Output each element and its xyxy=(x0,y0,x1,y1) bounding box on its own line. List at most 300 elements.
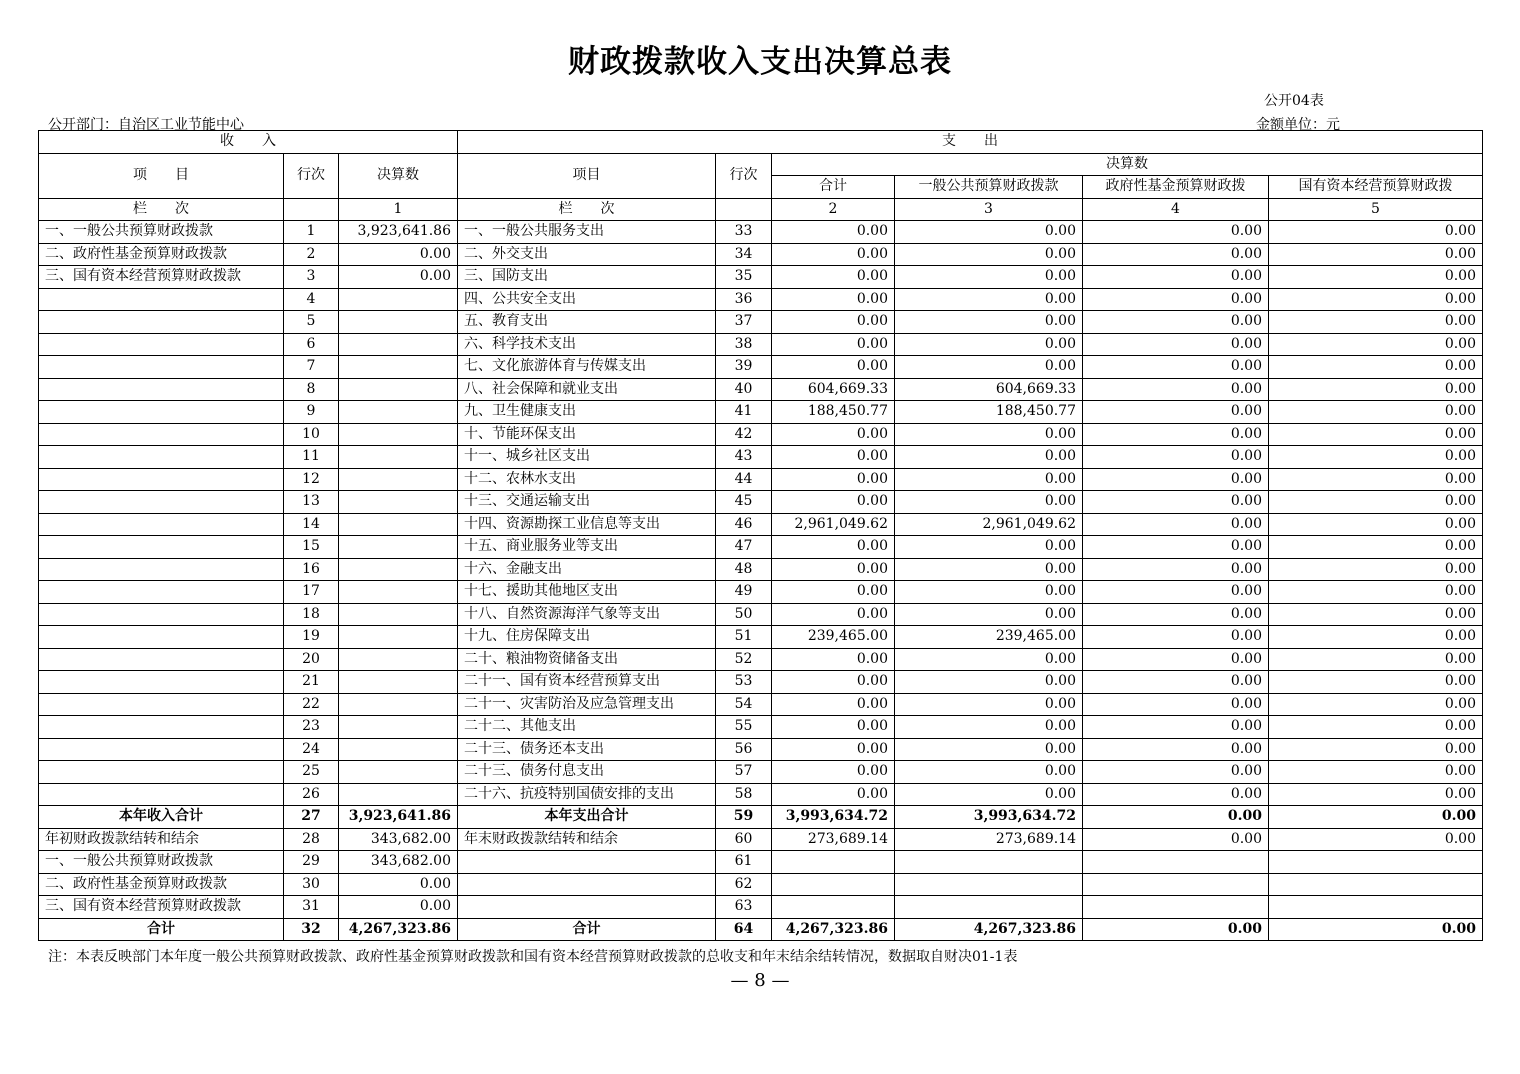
expense-fund: 0.00 xyxy=(1083,716,1269,739)
income-item xyxy=(39,356,284,379)
income-amount xyxy=(339,783,458,806)
expense-total: 0.00 xyxy=(772,311,895,334)
expense-general: 0.00 xyxy=(895,446,1083,469)
expense-general: 0.00 xyxy=(895,536,1083,559)
income-amount xyxy=(339,513,458,536)
income-amount xyxy=(339,603,458,626)
expense-item: 二十三、债务还本支出 xyxy=(458,738,716,761)
income-item xyxy=(39,648,284,671)
table-row xyxy=(39,851,1483,874)
expense-general: 0.00 xyxy=(895,671,1083,694)
income-line: 20 xyxy=(284,648,339,671)
income-item xyxy=(39,693,284,716)
expense-state: 0.00 xyxy=(1269,603,1483,626)
expense-item: 九、卫生健康支出 xyxy=(458,401,716,424)
expense-item: 十二、农林水支出 xyxy=(458,468,716,491)
income-amount: 343,682.00 xyxy=(339,828,458,851)
income-line: 7 xyxy=(284,356,339,379)
expense-general: 239,465.00 xyxy=(895,626,1083,649)
expense-line: 37 xyxy=(716,311,772,334)
expense-state: 0.00 xyxy=(1269,378,1483,401)
expense-line: 56 xyxy=(716,738,772,761)
income-amount: 0.00 xyxy=(339,266,458,289)
expense-general: 188,450.77 xyxy=(895,401,1083,424)
expense-total: 0.00 xyxy=(772,266,895,289)
expense-total: 0.00 xyxy=(772,536,895,559)
expense-general: 0.00 xyxy=(895,761,1083,784)
income-amount xyxy=(339,356,458,379)
table-row xyxy=(39,806,1483,829)
table-row xyxy=(39,558,1483,581)
income-line: 31 xyxy=(284,896,339,919)
income-item-header: 项 目 xyxy=(39,153,284,198)
expense-state: 0.00 xyxy=(1269,581,1483,604)
expense-total: 0.00 xyxy=(772,558,895,581)
income-item: 合计 xyxy=(39,918,284,941)
expense-fund: 0.00 xyxy=(1083,626,1269,649)
expense-item xyxy=(458,896,716,919)
expense-fund: 0.00 xyxy=(1083,221,1269,244)
table-row xyxy=(39,716,1483,739)
income-amount xyxy=(339,738,458,761)
expense-state: 0.00 xyxy=(1269,311,1483,334)
expense-line: 42 xyxy=(716,423,772,446)
expense-fund: 0.00 xyxy=(1083,828,1269,851)
expense-total: 604,669.33 xyxy=(772,378,895,401)
income-line: 30 xyxy=(284,873,339,896)
expense-total: 0.00 xyxy=(772,423,895,446)
income-amount xyxy=(339,423,458,446)
expense-general: 0.00 xyxy=(895,288,1083,311)
expense-item: 十七、援助其他地区支出 xyxy=(458,581,716,604)
table-row xyxy=(39,446,1483,469)
expense-state: 0.00 xyxy=(1269,536,1483,559)
expense-state: 0.00 xyxy=(1269,738,1483,761)
table-row xyxy=(39,761,1483,784)
table-row xyxy=(39,311,1483,334)
table-row xyxy=(39,918,1483,941)
expense-line: 41 xyxy=(716,401,772,424)
expense-general: 0.00 xyxy=(895,468,1083,491)
expense-amount-header: 决算数 xyxy=(772,153,1483,176)
expense-state: 0.00 xyxy=(1269,558,1483,581)
table-row xyxy=(39,828,1483,851)
expense-fund: 0.00 xyxy=(1083,671,1269,694)
column-number-blank xyxy=(716,198,772,221)
income-item xyxy=(39,761,284,784)
expense-general: 0.00 xyxy=(895,423,1083,446)
expense-total: 0.00 xyxy=(772,581,895,604)
expense-fund: 0.00 xyxy=(1083,333,1269,356)
expense-general: 0.00 xyxy=(895,693,1083,716)
expense-fund: 0.00 xyxy=(1083,491,1269,514)
expense-line: 62 xyxy=(716,873,772,896)
income-amount xyxy=(339,401,458,424)
expense-state: 0.00 xyxy=(1269,648,1483,671)
income-item xyxy=(39,311,284,334)
income-amount xyxy=(339,558,458,581)
expense-item: 二十、粮油物资储备支出 xyxy=(458,648,716,671)
table-row xyxy=(39,401,1483,424)
income-line: 27 xyxy=(284,806,339,829)
income-line: 8 xyxy=(284,378,339,401)
income-line: 3 xyxy=(284,266,339,289)
table-row xyxy=(39,783,1483,806)
table-row xyxy=(39,671,1483,694)
income-line: 25 xyxy=(284,761,339,784)
footnote: 注：本表反映部门本年度一般公共预算财政拨款、政府性基金预算财政拨款和国有资本经营预算财政拨款的总收支和年末结余结转情况，数据取自财决01-1表 xyxy=(48,949,1018,965)
column-number-blank xyxy=(284,198,339,221)
expense-total: 4,267,323.86 xyxy=(772,918,895,941)
table-row xyxy=(39,288,1483,311)
income-item xyxy=(39,716,284,739)
income-item xyxy=(39,603,284,626)
expense-state: 0.00 xyxy=(1269,221,1483,244)
expense-item: 二、外交支出 xyxy=(458,243,716,266)
table-row xyxy=(39,536,1483,559)
income-amount xyxy=(339,378,458,401)
general-header: 一般公共预算财政拨款 xyxy=(895,176,1083,199)
expense-line: 57 xyxy=(716,761,772,784)
expense-line: 50 xyxy=(716,603,772,626)
income-amount-header: 决算数 xyxy=(339,153,458,198)
expense-total: 188,450.77 xyxy=(772,401,895,424)
expense-total: 0.00 xyxy=(772,243,895,266)
income-line: 14 xyxy=(284,513,339,536)
expense-item: 十、节能环保支出 xyxy=(458,423,716,446)
expense-total: 0.00 xyxy=(772,446,895,469)
page-number: — 8 — xyxy=(730,970,790,991)
expense-fund: 0.00 xyxy=(1083,401,1269,424)
expense-state: 0.00 xyxy=(1269,671,1483,694)
table-row xyxy=(39,603,1483,626)
income-item xyxy=(39,423,284,446)
income-item xyxy=(39,738,284,761)
expense-item: 本年支出合计 xyxy=(458,806,716,829)
expense-line: 34 xyxy=(716,243,772,266)
income-item: 一、一般公共预算财政拨款 xyxy=(39,851,284,874)
expense-state: 0.00 xyxy=(1269,266,1483,289)
income-amount: 4,267,323.86 xyxy=(339,918,458,941)
expense-line: 55 xyxy=(716,716,772,739)
expense-line: 63 xyxy=(716,896,772,919)
expense-line: 33 xyxy=(716,221,772,244)
expense-general: 0.00 xyxy=(895,581,1083,604)
expense-line: 46 xyxy=(716,513,772,536)
expense-state xyxy=(1269,896,1483,919)
form-number: 公开04表 xyxy=(1264,93,1324,109)
expense-total: 0.00 xyxy=(772,738,895,761)
expense-item xyxy=(458,851,716,874)
expense-total: 0.00 xyxy=(772,491,895,514)
expense-state: 0.00 xyxy=(1269,716,1483,739)
income-amount xyxy=(339,581,458,604)
expense-line: 59 xyxy=(716,806,772,829)
expense-fund xyxy=(1083,873,1269,896)
income-item: 三、国有资本经营预算财政拨款 xyxy=(39,896,284,919)
expense-item: 六、科学技术支出 xyxy=(458,333,716,356)
income-line: 17 xyxy=(284,581,339,604)
expense-fund: 0.00 xyxy=(1083,648,1269,671)
expense-total: 3,993,634.72 xyxy=(772,806,895,829)
column-number-5: 5 xyxy=(1269,198,1483,221)
income-item: 二、政府性基金预算财政拨款 xyxy=(39,243,284,266)
income-line: 5 xyxy=(284,311,339,334)
table-row xyxy=(39,333,1483,356)
expense-total: 2,961,049.62 xyxy=(772,513,895,536)
expense-fund xyxy=(1083,896,1269,919)
income-item xyxy=(39,378,284,401)
expense-item: 十五、商业服务业等支出 xyxy=(458,536,716,559)
income-item: 年初财政拨款结转和结余 xyxy=(39,828,284,851)
income-amount xyxy=(339,333,458,356)
expense-line: 58 xyxy=(716,783,772,806)
income-amount xyxy=(339,468,458,491)
expense-item: 十八、自然资源海洋气象等支出 xyxy=(458,603,716,626)
income-line: 9 xyxy=(284,401,339,424)
expense-item: 二十二、其他支出 xyxy=(458,716,716,739)
expense-item-header: 项目 xyxy=(458,153,716,198)
table-row xyxy=(39,266,1483,289)
expense-general: 2,961,049.62 xyxy=(895,513,1083,536)
income-amount: 3,923,641.86 xyxy=(339,221,458,244)
income-header: 收 入 xyxy=(39,131,458,154)
income-line: 15 xyxy=(284,536,339,559)
table-row xyxy=(39,243,1483,266)
expense-state: 0.00 xyxy=(1269,356,1483,379)
income-item: 本年收入合计 xyxy=(39,806,284,829)
table-row xyxy=(39,356,1483,379)
expense-state: 0.00 xyxy=(1269,423,1483,446)
income-item xyxy=(39,401,284,424)
income-line: 2 xyxy=(284,243,339,266)
expense-total xyxy=(772,896,895,919)
column-number-2: 2 xyxy=(772,198,895,221)
table-row xyxy=(39,896,1483,919)
income-line: 6 xyxy=(284,333,339,356)
expense-fund: 0.00 xyxy=(1083,446,1269,469)
expense-fund xyxy=(1083,851,1269,874)
expense-fund: 0.00 xyxy=(1083,761,1269,784)
expense-general xyxy=(895,873,1083,896)
expense-line: 35 xyxy=(716,266,772,289)
income-amount xyxy=(339,626,458,649)
income-line: 1 xyxy=(284,221,339,244)
expense-line: 53 xyxy=(716,671,772,694)
income-amount xyxy=(339,693,458,716)
expense-item: 十一、城乡社区支出 xyxy=(458,446,716,469)
expense-state: 0.00 xyxy=(1269,806,1483,829)
expense-fund: 0.00 xyxy=(1083,806,1269,829)
expense-general: 4,267,323.86 xyxy=(895,918,1083,941)
income-item: 三、国有资本经营预算财政拨款 xyxy=(39,266,284,289)
expense-line: 36 xyxy=(716,288,772,311)
expense-general xyxy=(895,896,1083,919)
table-row xyxy=(39,423,1483,446)
expense-general: 0.00 xyxy=(895,243,1083,266)
expense-state xyxy=(1269,851,1483,874)
expense-line: 52 xyxy=(716,648,772,671)
table-row xyxy=(39,738,1483,761)
expense-line: 48 xyxy=(716,558,772,581)
expense-fund: 0.00 xyxy=(1083,693,1269,716)
income-line: 11 xyxy=(284,446,339,469)
expense-state: 0.00 xyxy=(1269,288,1483,311)
expense-total: 0.00 xyxy=(772,783,895,806)
income-amount: 3,923,641.86 xyxy=(339,806,458,829)
expense-item: 二十六、抗疫特别国债安排的支出 xyxy=(458,783,716,806)
expense-item: 四、公共安全支出 xyxy=(458,288,716,311)
expense-line: 44 xyxy=(716,468,772,491)
expense-general: 0.00 xyxy=(895,648,1083,671)
income-line: 18 xyxy=(284,603,339,626)
expense-general: 0.00 xyxy=(895,491,1083,514)
income-item xyxy=(39,468,284,491)
income-amount: 0.00 xyxy=(339,896,458,919)
expense-total: 0.00 xyxy=(772,333,895,356)
expense-fund: 0.00 xyxy=(1083,558,1269,581)
expense-fund: 0.00 xyxy=(1083,783,1269,806)
income-line-header: 行次 xyxy=(284,153,339,198)
income-amount xyxy=(339,446,458,469)
column-number-1: 1 xyxy=(339,198,458,221)
state-header: 国有资本经营预算财政拨 xyxy=(1269,176,1483,199)
expense-general: 0.00 xyxy=(895,558,1083,581)
expense-line: 61 xyxy=(716,851,772,874)
income-amount: 343,682.00 xyxy=(339,851,458,874)
expense-total: 0.00 xyxy=(772,648,895,671)
expense-state: 0.00 xyxy=(1269,828,1483,851)
income-line: 23 xyxy=(284,716,339,739)
income-line: 13 xyxy=(284,491,339,514)
expense-line: 54 xyxy=(716,693,772,716)
income-item xyxy=(39,671,284,694)
expense-general xyxy=(895,851,1083,874)
income-item xyxy=(39,446,284,469)
expense-fund: 0.00 xyxy=(1083,243,1269,266)
expense-state: 0.00 xyxy=(1269,333,1483,356)
income-item xyxy=(39,581,284,604)
expense-line: 38 xyxy=(716,333,772,356)
expense-general: 0.00 xyxy=(895,311,1083,334)
income-amount xyxy=(339,491,458,514)
expense-general: 0.00 xyxy=(895,603,1083,626)
expense-total: 0.00 xyxy=(772,761,895,784)
expense-general: 0.00 xyxy=(895,716,1083,739)
expense-item: 七、文化旅游体育与传媒支出 xyxy=(458,356,716,379)
expense-fund: 0.00 xyxy=(1083,378,1269,401)
expense-fund: 0.00 xyxy=(1083,918,1269,941)
expense-total: 0.00 xyxy=(772,693,895,716)
fund-header: 政府性基金预算财政拨 xyxy=(1083,176,1269,199)
department-label: 公开部门：自治区工业节能中心 xyxy=(48,117,244,133)
expense-total: 0.00 xyxy=(772,221,895,244)
expense-fund: 0.00 xyxy=(1083,288,1269,311)
expense-state: 0.00 xyxy=(1269,468,1483,491)
income-amount: 0.00 xyxy=(339,243,458,266)
expense-total xyxy=(772,851,895,874)
table-row xyxy=(39,468,1483,491)
income-item xyxy=(39,288,284,311)
expense-item: 二十一、灾害防治及应急管理支出 xyxy=(458,693,716,716)
expense-state: 0.00 xyxy=(1269,918,1483,941)
income-amount xyxy=(339,761,458,784)
expense-item: 二十一、国有资本经营预算支出 xyxy=(458,671,716,694)
table-row xyxy=(39,648,1483,671)
income-line: 28 xyxy=(284,828,339,851)
expense-line: 43 xyxy=(716,446,772,469)
expense-total: 0.00 xyxy=(772,288,895,311)
expense-item: 十四、资源勘探工业信息等支出 xyxy=(458,513,716,536)
income-line: 12 xyxy=(284,468,339,491)
income-line: 24 xyxy=(284,738,339,761)
expense-fund: 0.00 xyxy=(1083,311,1269,334)
expense-state: 0.00 xyxy=(1269,783,1483,806)
income-line: 19 xyxy=(284,626,339,649)
expense-total: 239,465.00 xyxy=(772,626,895,649)
expense-general: 0.00 xyxy=(895,333,1083,356)
expense-total: 0.00 xyxy=(772,603,895,626)
column-number-4: 4 xyxy=(1083,198,1269,221)
expense-general: 273,689.14 xyxy=(895,828,1083,851)
expense-general: 0.00 xyxy=(895,221,1083,244)
unit-label: 金额单位：元 xyxy=(1256,117,1340,133)
expense-state: 0.00 xyxy=(1269,491,1483,514)
expense-fund: 0.00 xyxy=(1083,423,1269,446)
table-row xyxy=(39,626,1483,649)
income-line: 22 xyxy=(284,693,339,716)
expense-total xyxy=(772,873,895,896)
income-line: 16 xyxy=(284,558,339,581)
expense-fund: 0.00 xyxy=(1083,738,1269,761)
expense-total: 0.00 xyxy=(772,671,895,694)
table-row xyxy=(39,221,1483,244)
expense-item: 五、教育支出 xyxy=(458,311,716,334)
table-row xyxy=(39,873,1483,896)
budget-table xyxy=(38,130,1483,941)
expense-state xyxy=(1269,873,1483,896)
total-header: 合计 xyxy=(772,176,895,199)
expense-state: 0.00 xyxy=(1269,446,1483,469)
income-line: 26 xyxy=(284,783,339,806)
income-amount xyxy=(339,311,458,334)
income-item xyxy=(39,513,284,536)
income-item xyxy=(39,536,284,559)
expense-item: 十六、金融支出 xyxy=(458,558,716,581)
column-number-3: 3 xyxy=(895,198,1083,221)
expense-line: 40 xyxy=(716,378,772,401)
expense-header: 支 出 xyxy=(458,131,1483,154)
expense-fund: 0.00 xyxy=(1083,513,1269,536)
expense-item: 三、国防支出 xyxy=(458,266,716,289)
expense-item: 十九、住房保障支出 xyxy=(458,626,716,649)
income-item: 二、政府性基金预算财政拨款 xyxy=(39,873,284,896)
expense-fund: 0.00 xyxy=(1083,266,1269,289)
expense-item: 年末财政拨款结转和结余 xyxy=(458,828,716,851)
income-amount xyxy=(339,648,458,671)
expense-fund: 0.00 xyxy=(1083,468,1269,491)
expense-item: 八、社会保障和就业支出 xyxy=(458,378,716,401)
expense-general: 0.00 xyxy=(895,738,1083,761)
income-line: 10 xyxy=(284,423,339,446)
expense-line: 45 xyxy=(716,491,772,514)
income-line: 29 xyxy=(284,851,339,874)
expense-state: 0.00 xyxy=(1269,693,1483,716)
column-label: 栏 次 xyxy=(39,198,284,221)
income-item xyxy=(39,333,284,356)
expense-line-header: 行次 xyxy=(716,153,772,198)
expense-total: 0.00 xyxy=(772,468,895,491)
